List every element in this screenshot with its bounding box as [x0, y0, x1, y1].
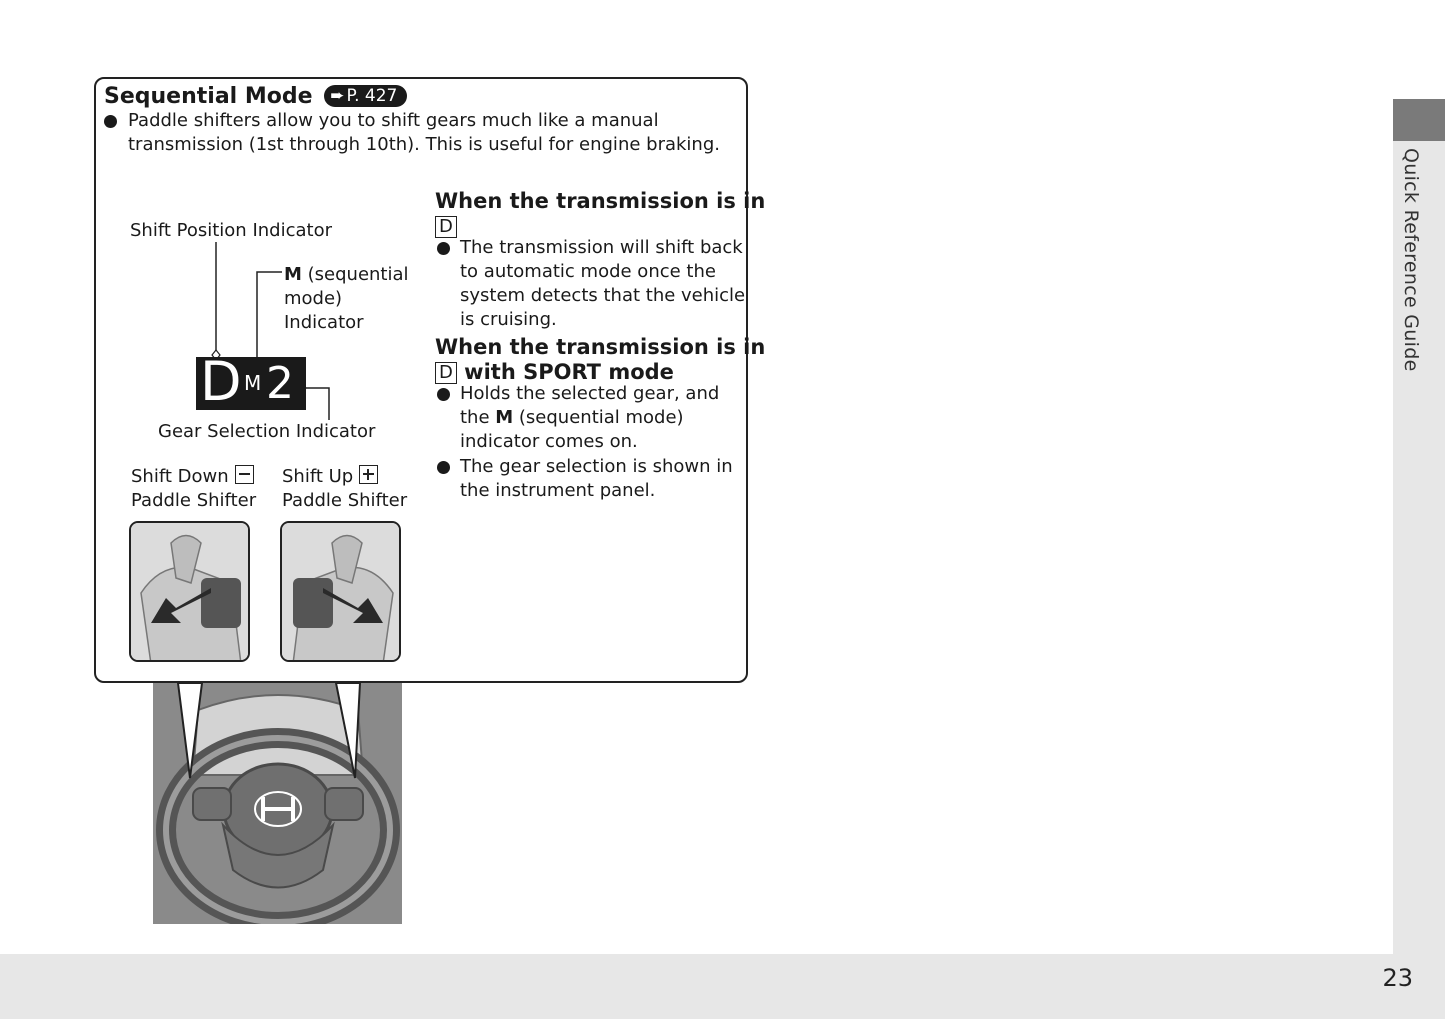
shift-up-line1: Shift Up [282, 466, 354, 487]
section-title-text: Sequential Mode [104, 84, 313, 109]
bullet-icon [437, 242, 450, 255]
when-d-sport-heading [435, 335, 765, 385]
side-tab-label: Quick Reference Guide [1400, 148, 1422, 372]
m-indicator-line1: (sequential [301, 264, 409, 285]
when-d-line-2: to automatic mode once the [460, 261, 716, 282]
when-d-line-1: The transmission will shift back [460, 237, 743, 258]
page-reference-text: P. 427 [346, 86, 398, 106]
bullet-icon [437, 388, 450, 401]
shift-up-label [282, 465, 407, 513]
when-d-bullet [437, 236, 747, 332]
arrow-right-icon: ➨ [330, 86, 345, 106]
when-d-heading [435, 189, 765, 239]
m-indicator-line3: Indicator [284, 312, 364, 333]
display-m: M [244, 371, 262, 395]
shift-up-illustration [280, 521, 401, 662]
when-d-sport-heading-text: When the transmission is in [435, 335, 766, 359]
when-d-line-4: is cruising. [460, 309, 557, 330]
display-gear: 2 [266, 358, 294, 409]
shift-down-illustration [129, 521, 250, 662]
intro-line-1: Paddle shifters allow you to shift gears much like a manual [128, 110, 659, 131]
sport-b2-line-1: The gear selection is shown in [460, 456, 733, 477]
when-d-heading-text: When the transmission is in [435, 189, 766, 213]
when-d-line-3: system detects that the vehicle [460, 285, 746, 306]
when-d-sport-heading-suffix: with SPORT mode [456, 360, 674, 384]
d-key-icon: D [435, 362, 457, 384]
hand-up-icon [282, 523, 401, 662]
shift-up-line2: Paddle Shifter [282, 490, 408, 511]
shift-position-label: Shift Position Indicator [130, 220, 332, 241]
d-key-icon: D [435, 216, 457, 238]
shift-down-line2: Paddle Shifter [131, 490, 257, 511]
sport-b1-line-3: indicator comes on. [460, 431, 638, 452]
shift-down-label [131, 465, 256, 513]
shift-down-line1: Shift Down [131, 466, 229, 487]
when-d-sport-bullet-2 [437, 455, 747, 503]
plus-key-icon [359, 465, 378, 484]
minus-key-icon [235, 465, 254, 484]
shift-indicator-display [196, 350, 306, 413]
m-indicator-line2: mode) [284, 288, 343, 309]
m-indicator-bold: M [284, 264, 302, 285]
bullet-icon [437, 461, 450, 474]
sport-b1-line-2: the M (sequential mode) [460, 407, 684, 428]
display-d: D [200, 350, 242, 413]
gear-selection-label: Gear Selection Indicator [158, 421, 376, 442]
hand-down-icon [131, 523, 250, 662]
sport-b2-line-2: the instrument panel. [460, 480, 656, 501]
when-d-sport-bullet-1 [437, 382, 747, 454]
intro-line-2: transmission (1st through 10th). This is useful for engine braking. [128, 134, 720, 155]
page-number: 23 [1382, 964, 1413, 992]
sport-b1-line-1: Holds the selected gear, and [460, 383, 720, 404]
